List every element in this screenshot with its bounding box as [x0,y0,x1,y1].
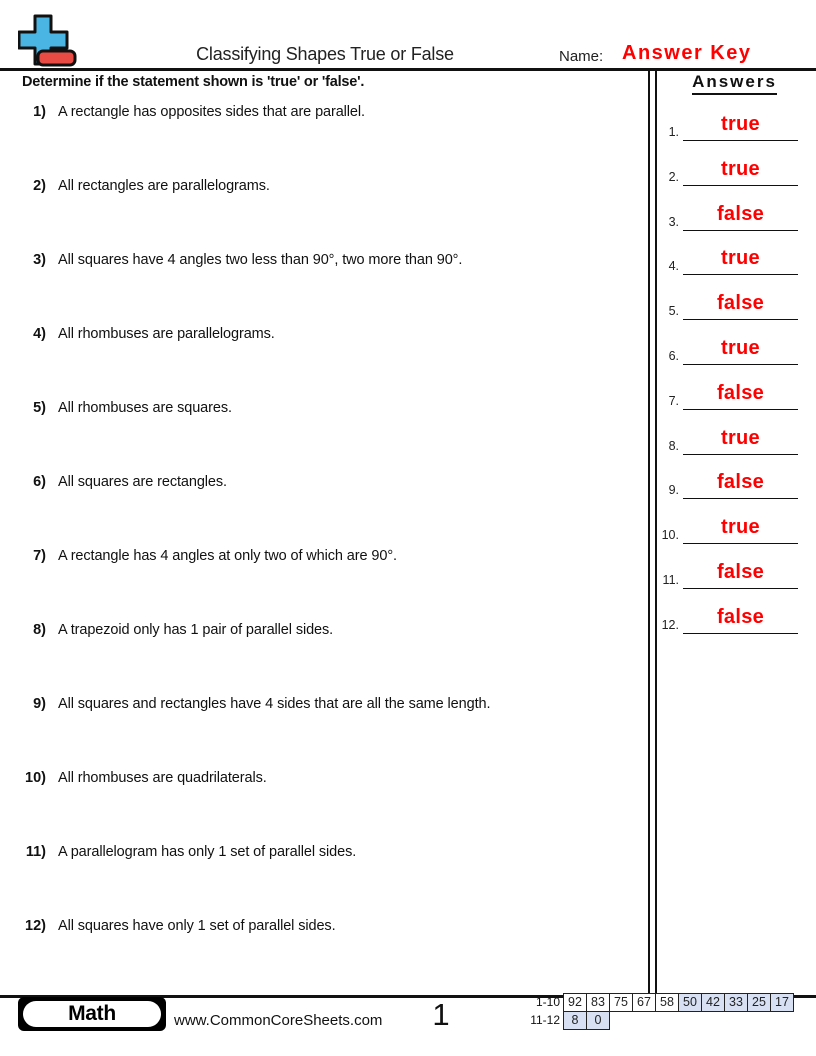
answer-row [653,514,816,544]
question-text: A parallelogram has only 1 set of parallel sides. [58,844,357,860]
answer-blank-line [683,200,798,231]
answer-blank-line [683,424,798,455]
answer-number: 2. [668,169,679,184]
answer-row [653,604,816,634]
answer-number: 12. [661,617,679,632]
answer-blank-line [683,244,798,275]
question-number: 8) [33,622,46,638]
answer-value: true [721,337,760,359]
answer-number: 9. [668,483,679,498]
answer-number: 4. [668,259,679,274]
question-text: All squares have 4 angles two less than 90°, two more than 90°. [58,252,463,268]
answer-row [653,559,816,589]
question-text: A rectangle has opposites sides that are parallel. [58,104,365,120]
answer-value: true [721,516,760,539]
question-number: 6) [33,474,46,490]
answer-number: 11. [662,573,679,587]
score-cell: 42 [701,993,725,1012]
answer-row [653,469,816,499]
question-text: All rhombuses are quadrilaterals. [58,770,267,786]
score-cell: 17 [770,993,794,1012]
question-text: All squares and rectangles have 4 sides that are all the same length. [58,696,491,712]
answer-value: false [716,471,765,494]
score-cell: 83 [586,993,610,1012]
answer-row [653,156,816,186]
score-cell: 92 [563,993,587,1012]
question-text: A trapezoid only has 1 pair of parallel sides. [58,622,334,638]
answer-key-value: Answer Key [622,42,752,64]
answer-row [653,335,816,365]
answer-row [653,111,816,141]
answer-value: false [716,381,765,404]
answers-panel [653,70,816,995]
score-row-label: 1-10 [535,995,560,1009]
question-row [0,622,640,638]
subject-label: Math [68,1002,116,1025]
answers-title-wrap [653,72,816,95]
question-row [0,918,640,934]
question-text: All squares are rectangles. [58,474,227,490]
answer-value: true [721,157,760,180]
score-cell: 50 [678,993,702,1012]
score-row [508,993,794,1012]
question-row [0,326,640,342]
answer-row [653,380,816,410]
answer-value: false [716,202,765,225]
question-number: 1) [33,104,46,120]
score-row-label: 11-12 [530,1013,560,1027]
question-number: 12) [25,918,46,934]
answer-blank-line [683,558,798,589]
question-number: 2) [33,178,46,194]
question-row [0,770,640,786]
subject-pill [23,1001,161,1027]
answer-number: 3. [668,214,679,229]
question-row [0,548,640,564]
page-number: 1 [432,997,450,1032]
score-cell: 58 [655,993,679,1012]
subject-badge [18,997,166,1031]
score-cell: 67 [632,993,656,1012]
question-text: All rectangles are parallelograms. [58,178,270,194]
question-text: All squares have only 1 set of parallel sides. [58,918,336,934]
answer-number: 6. [668,349,679,363]
score-cell: 8 [563,1011,587,1030]
question-row [0,844,640,860]
answer-blank-line [683,468,798,499]
answer-blank-line [683,334,798,365]
questions-section [0,70,650,995]
name-label: Name: [559,48,604,65]
answer-blank-line [683,379,798,410]
answer-blank-line [683,110,798,141]
question-row [0,400,640,416]
instruction-text: Determine if the statement shown is 'true' or 'false'. [22,74,365,90]
question-row [0,104,640,120]
question-text: All rhombuses are parallelograms. [58,326,275,342]
question-number: 10) [25,770,46,786]
score-cell: 33 [724,993,748,1012]
answer-number: 10. [661,528,679,543]
page-title: Classifying Shapes True or False [196,44,454,64]
question-number: 9) [33,696,46,712]
answer-row [653,290,816,320]
website-url: www.CommonCoreSheets.com [174,1012,383,1029]
answer-number: 5. [668,304,679,319]
answers-title: Answers [692,72,777,95]
question-number: 7) [33,548,46,564]
question-number: 5) [33,400,46,416]
question-text: A rectangle has 4 angles at only two of which are 90°. [58,548,397,564]
answer-blank-line [683,155,798,186]
answer-value: false [716,561,765,583]
answer-value: false [716,292,765,315]
question-number: 3) [33,252,46,268]
answer-number: 1. [668,125,679,139]
answer-row [653,425,816,455]
question-number: 4) [33,326,46,342]
question-row [0,696,640,712]
score-table [508,993,794,1030]
question-row [0,252,640,268]
answer-number: 8. [668,438,679,453]
question-row [0,474,640,490]
score-cell: 0 [586,1011,610,1030]
question-row [0,178,640,194]
answer-number: 7. [668,393,679,408]
answer-blank-line [683,289,798,320]
score-cell: 25 [747,993,771,1012]
answer-row [653,201,816,231]
score-cell: 75 [609,993,633,1012]
question-number: 11) [25,844,46,860]
answer-value: false [716,605,765,628]
answer-blank-line [683,603,798,634]
question-text: All rhombuses are squares. [58,400,232,416]
answer-value: true [721,247,760,270]
answer-row [653,245,816,275]
answer-value: true [721,113,760,135]
answer-value: true [721,426,760,449]
score-row [508,1011,794,1030]
answer-blank-line [683,513,798,544]
